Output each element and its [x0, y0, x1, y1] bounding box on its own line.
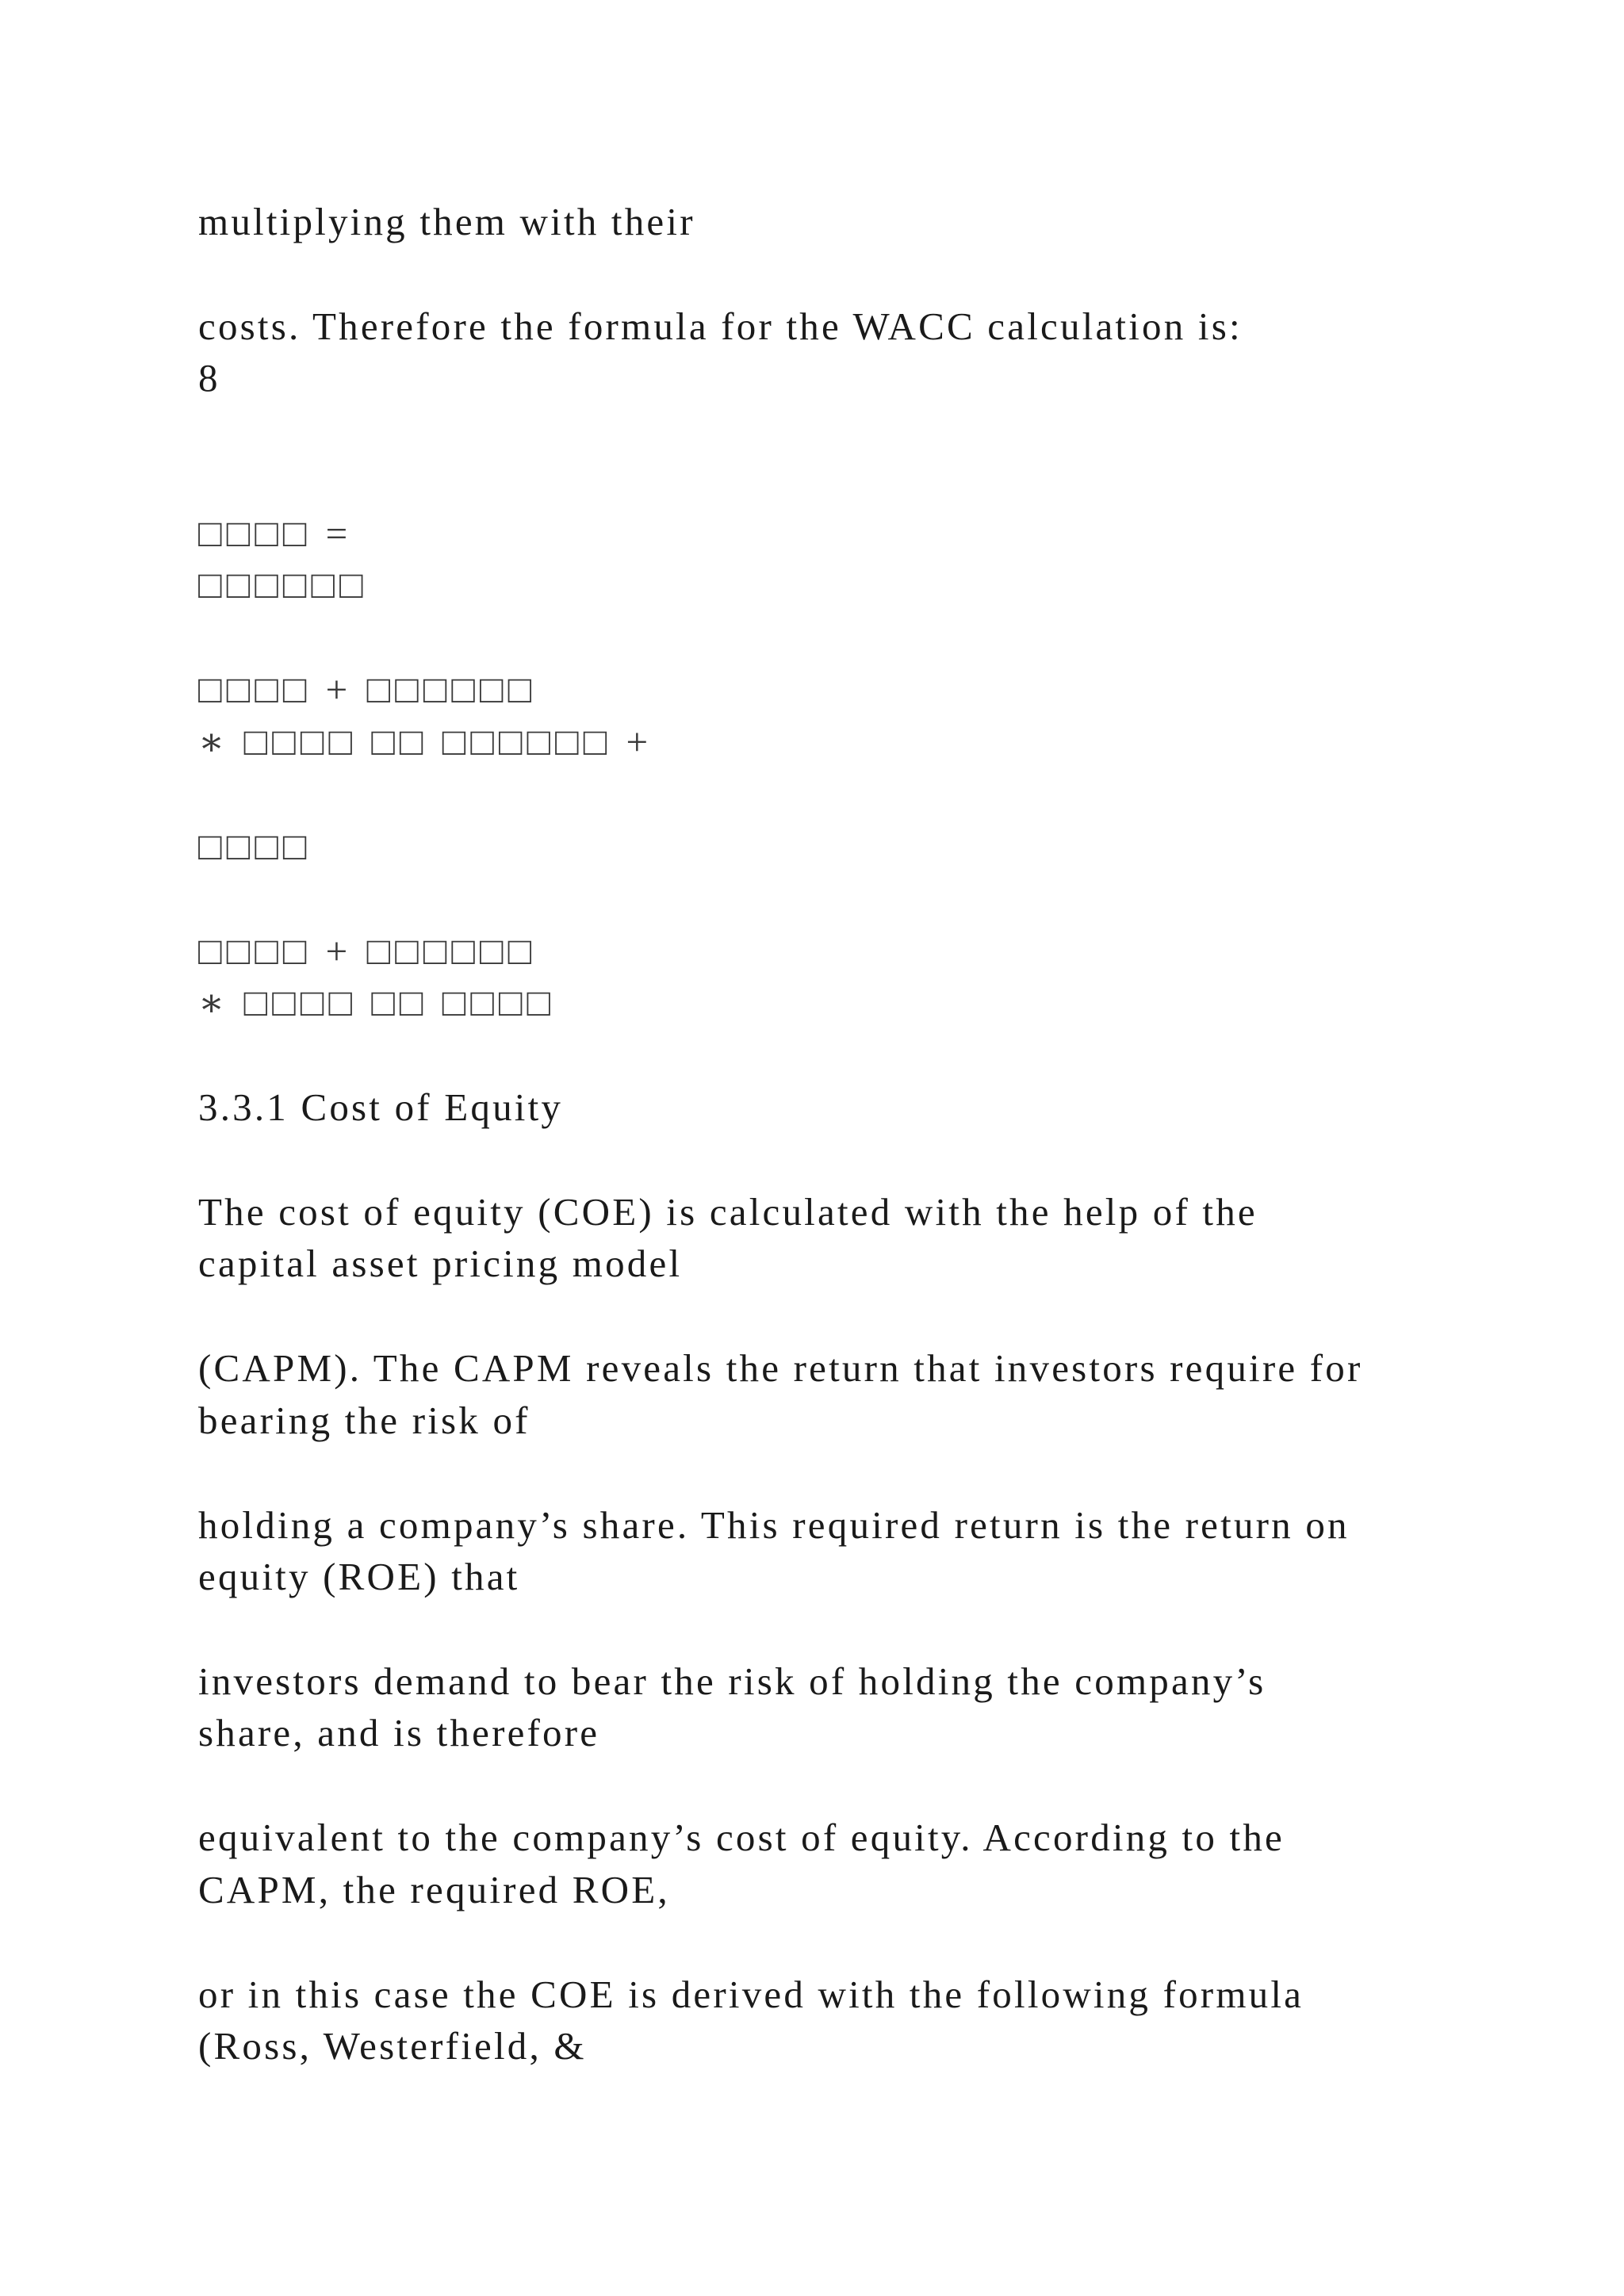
formula-line: □□□□ + □□□□□□: [198, 668, 537, 711]
formula-line: □□□□□□: [198, 563, 368, 607]
text-line: share, and is therefore: [198, 1711, 600, 1755]
text-line: (CAPM). The CAPM reveals the return that investors require for: [198, 1346, 1363, 1390]
footnote-marker: 8: [198, 356, 220, 400]
text-line: or in this case the COE is derived with the following formula: [198, 1973, 1304, 2016]
text-line: equivalent to the company’s cost of equity. According to the: [198, 1816, 1285, 1859]
text-line: multiplying them with their: [198, 200, 695, 243]
formula-line: □□□□ =: [198, 511, 353, 555]
formula-line: □□□□: [198, 825, 312, 868]
text-line: equity (ROE) that: [198, 1555, 520, 1598]
section-heading: 3.3.1 Cost of Equity: [198, 1085, 564, 1129]
text-line: investors demand to bear the risk of holding the company’s: [198, 1659, 1266, 1703]
formula-line: □□□□ + □□□□□□: [198, 929, 537, 973]
text-line: The cost of equity (COE) is calculated with the help of the: [198, 1190, 1258, 1234]
text-line: capital asset pricing model: [198, 1242, 683, 1285]
text-line: holding a company’s share. This required return is the return on: [198, 1503, 1350, 1547]
text-line: costs. Therefore the formula for the WACC calculation is:: [198, 304, 1243, 348]
formula-line: ∗ □□□□ □□ □□□□□□ +: [198, 720, 653, 763]
formula-line: ∗ □□□□ □□ □□□□: [198, 981, 556, 1024]
text-line: bearing the risk of: [198, 1399, 530, 1442]
text-line: (Ross, Westerfield, &: [198, 2024, 587, 2068]
text-line: CAPM, the required ROE,: [198, 1868, 670, 1911]
